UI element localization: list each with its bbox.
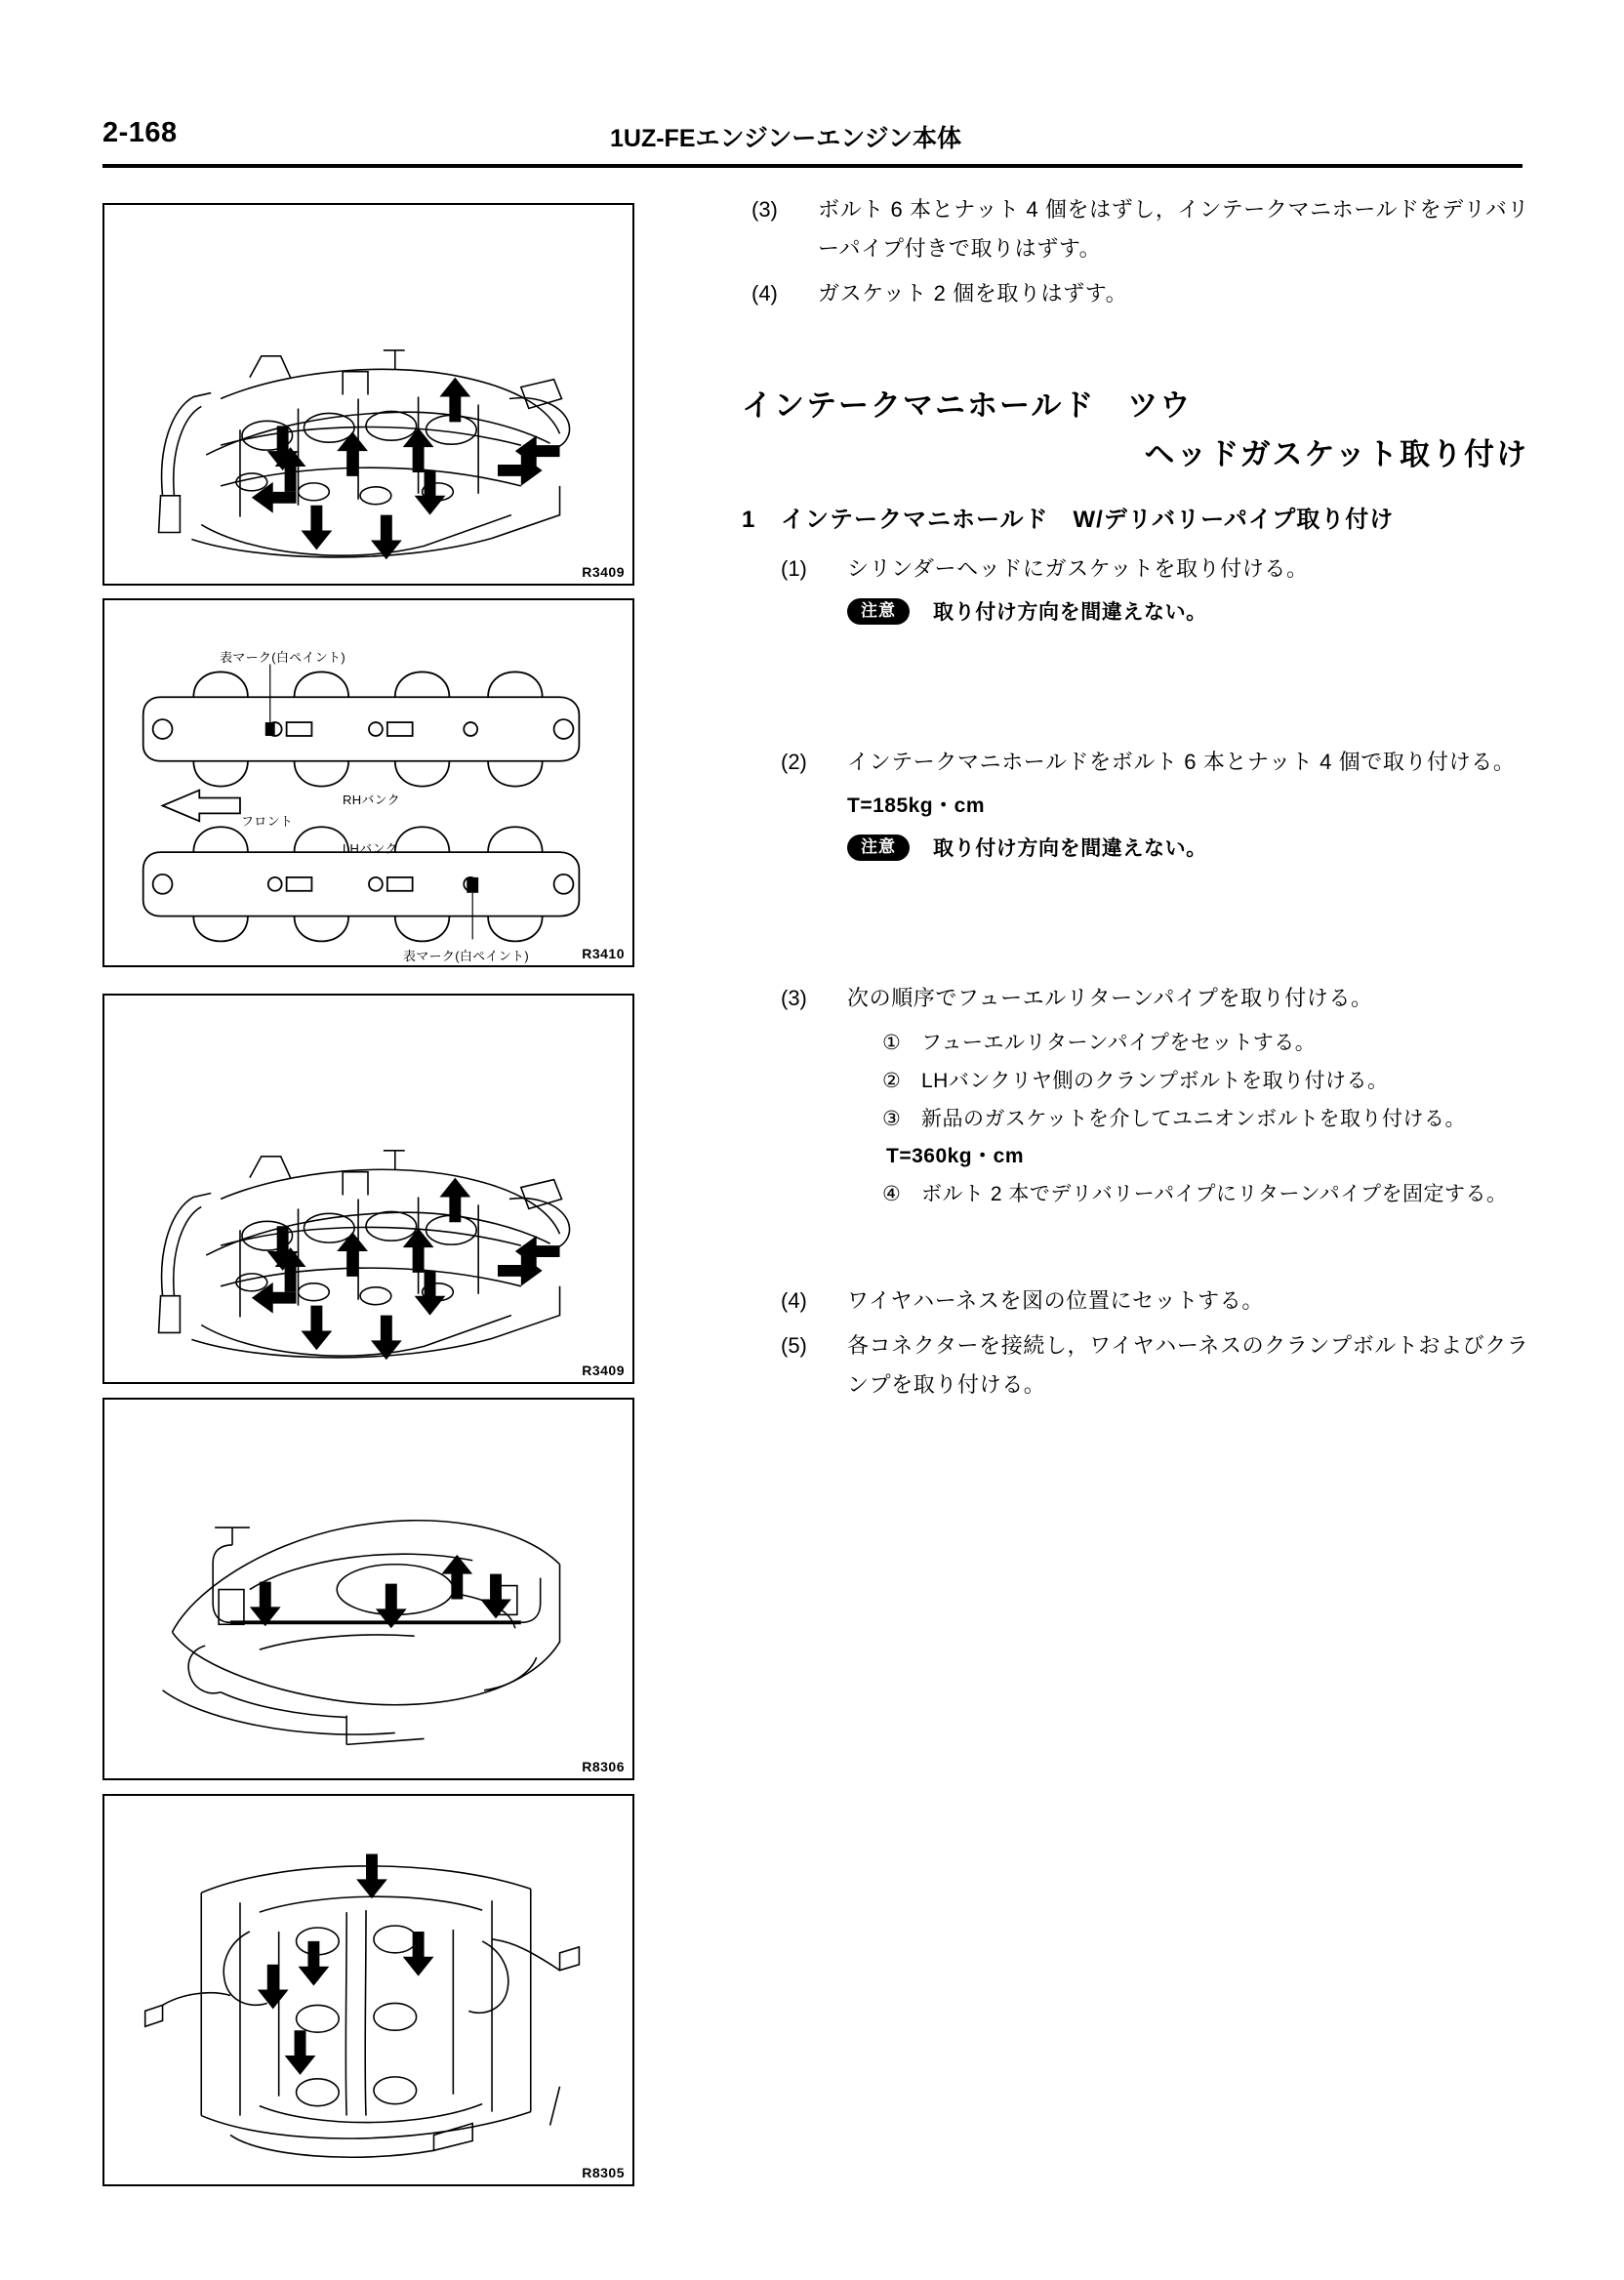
substep-number: ① (882, 1032, 901, 1054)
substep-text: 新品のガスケットを介してユニオンボルトを取り付ける。 (921, 1108, 1466, 1130)
substep-number: ③ (882, 1108, 901, 1130)
intake-manifold-removal-figure (102, 203, 634, 586)
figure-code: R3409 (582, 564, 625, 580)
substep-2 (882, 1062, 1532, 1100)
caution-text: 取り付け方向を間違えない。 (933, 837, 1207, 860)
substep-text: フューエルリターンパイプをセットする。 (921, 1032, 1317, 1054)
gasket-top-label: 表マーク(白ペイント) (220, 650, 345, 665)
step-text: ワイヤハーネスを図の位置にセットする。 (847, 1288, 1264, 1313)
step-text: シリンダーヘッドにガスケットを取り付ける。 (847, 556, 1309, 581)
section-title-line2: ヘッドガスケット取り付け (1144, 437, 1528, 471)
caution-text: 取り付け方向を間違えない。 (933, 601, 1207, 624)
fuel-return-pipe-figure (102, 1398, 634, 1780)
page-number: 2-168 (102, 117, 178, 148)
removal-step-3 (751, 190, 1532, 268)
substep-number: ④ (882, 1183, 901, 1205)
section-step-title: インテークマニホールド W/デリバリーパイプ取り付け (781, 507, 1395, 533)
gasket-orientation-figure (102, 598, 634, 967)
step-text: 各コネクターを接続し，ワイヤハーネスのクランプボルトおよびクランプを取り付ける。 (847, 1333, 1529, 1397)
install-step-5 (781, 1326, 1532, 1405)
removal-step-4 (751, 274, 1532, 313)
step-number: (3) (751, 197, 778, 222)
step-number: (2) (781, 750, 807, 774)
fuel-pipe-illustration (104, 1400, 632, 1779)
section-title-line1: インテークマニホールド ツウ (742, 388, 1193, 423)
caution-badge: 注意 (847, 835, 910, 861)
step-number: (3) (781, 986, 807, 1010)
page-title: 1UZ-FEエンジンーエンジン本体 (610, 125, 962, 152)
caution-1 (847, 596, 1532, 626)
harness-illustration (104, 1796, 632, 2185)
step-text: ガスケット 2 個を取りはずす。 (818, 281, 1128, 305)
install-step-2 (781, 743, 1532, 782)
engine-illustration-2 (104, 996, 632, 1383)
caution-badge: 注意 (847, 598, 910, 625)
gasket-lh-label: LHバンク (343, 841, 398, 856)
header-divider (102, 164, 1522, 168)
step-number: (4) (781, 1288, 807, 1313)
step-text: インテークマニホールドをボルト 6 本とナット 4 個で取り付ける。 (847, 750, 1516, 774)
substep-1 (882, 1024, 1532, 1062)
figure-code: R8305 (582, 2165, 625, 2180)
step-text: ボルト 6 本とナット 4 個をはずし，インテークマニホールドをデリバリーパイプ付きで取りはずす。 (818, 197, 1529, 261)
install-step-3 (781, 979, 1532, 1018)
caution-2 (847, 833, 1532, 862)
figure-code: R3409 (582, 1363, 625, 1378)
install-step-1 (781, 550, 1532, 589)
figure-code: R8306 (582, 1759, 625, 1774)
page-header (102, 117, 1522, 168)
engine-illustration (104, 205, 632, 585)
figure-code: R3410 (582, 946, 625, 961)
section-step-heading (742, 501, 1532, 540)
body-column (742, 190, 1532, 1410)
step-number: (5) (781, 1333, 807, 1358)
substep-text: ボルト 2 本でデリバリーパイプにリターンパイプを固定する。 (921, 1183, 1508, 1205)
intake-manifold-install-figure (102, 994, 634, 1384)
gasket-rh-label: RHバンク (343, 793, 401, 807)
torque-value-2: T=360kg・cm (886, 1145, 1024, 1167)
torque-value-1: T=185kg・cm (847, 794, 985, 817)
substep-number: ② (882, 1070, 901, 1092)
gasket-illustration (104, 600, 632, 966)
section-step-number: 1 (742, 507, 756, 533)
step-number: (1) (781, 556, 807, 581)
substep-3 (882, 1100, 1532, 1138)
gasket-front-label: フロント (241, 814, 294, 829)
step-text: 次の順序でフューエルリターンパイプを取り付ける。 (847, 986, 1373, 1010)
substep-text: LHバンクリヤ側のクランプボルトを取り付ける。 (921, 1070, 1389, 1092)
install-step-4 (781, 1282, 1532, 1321)
step-number: (4) (751, 281, 778, 305)
wire-harness-figure (102, 1794, 634, 2186)
gasket-bottom-label: 表マーク(白ペイント) (403, 949, 529, 963)
substep-4 (882, 1175, 1532, 1213)
